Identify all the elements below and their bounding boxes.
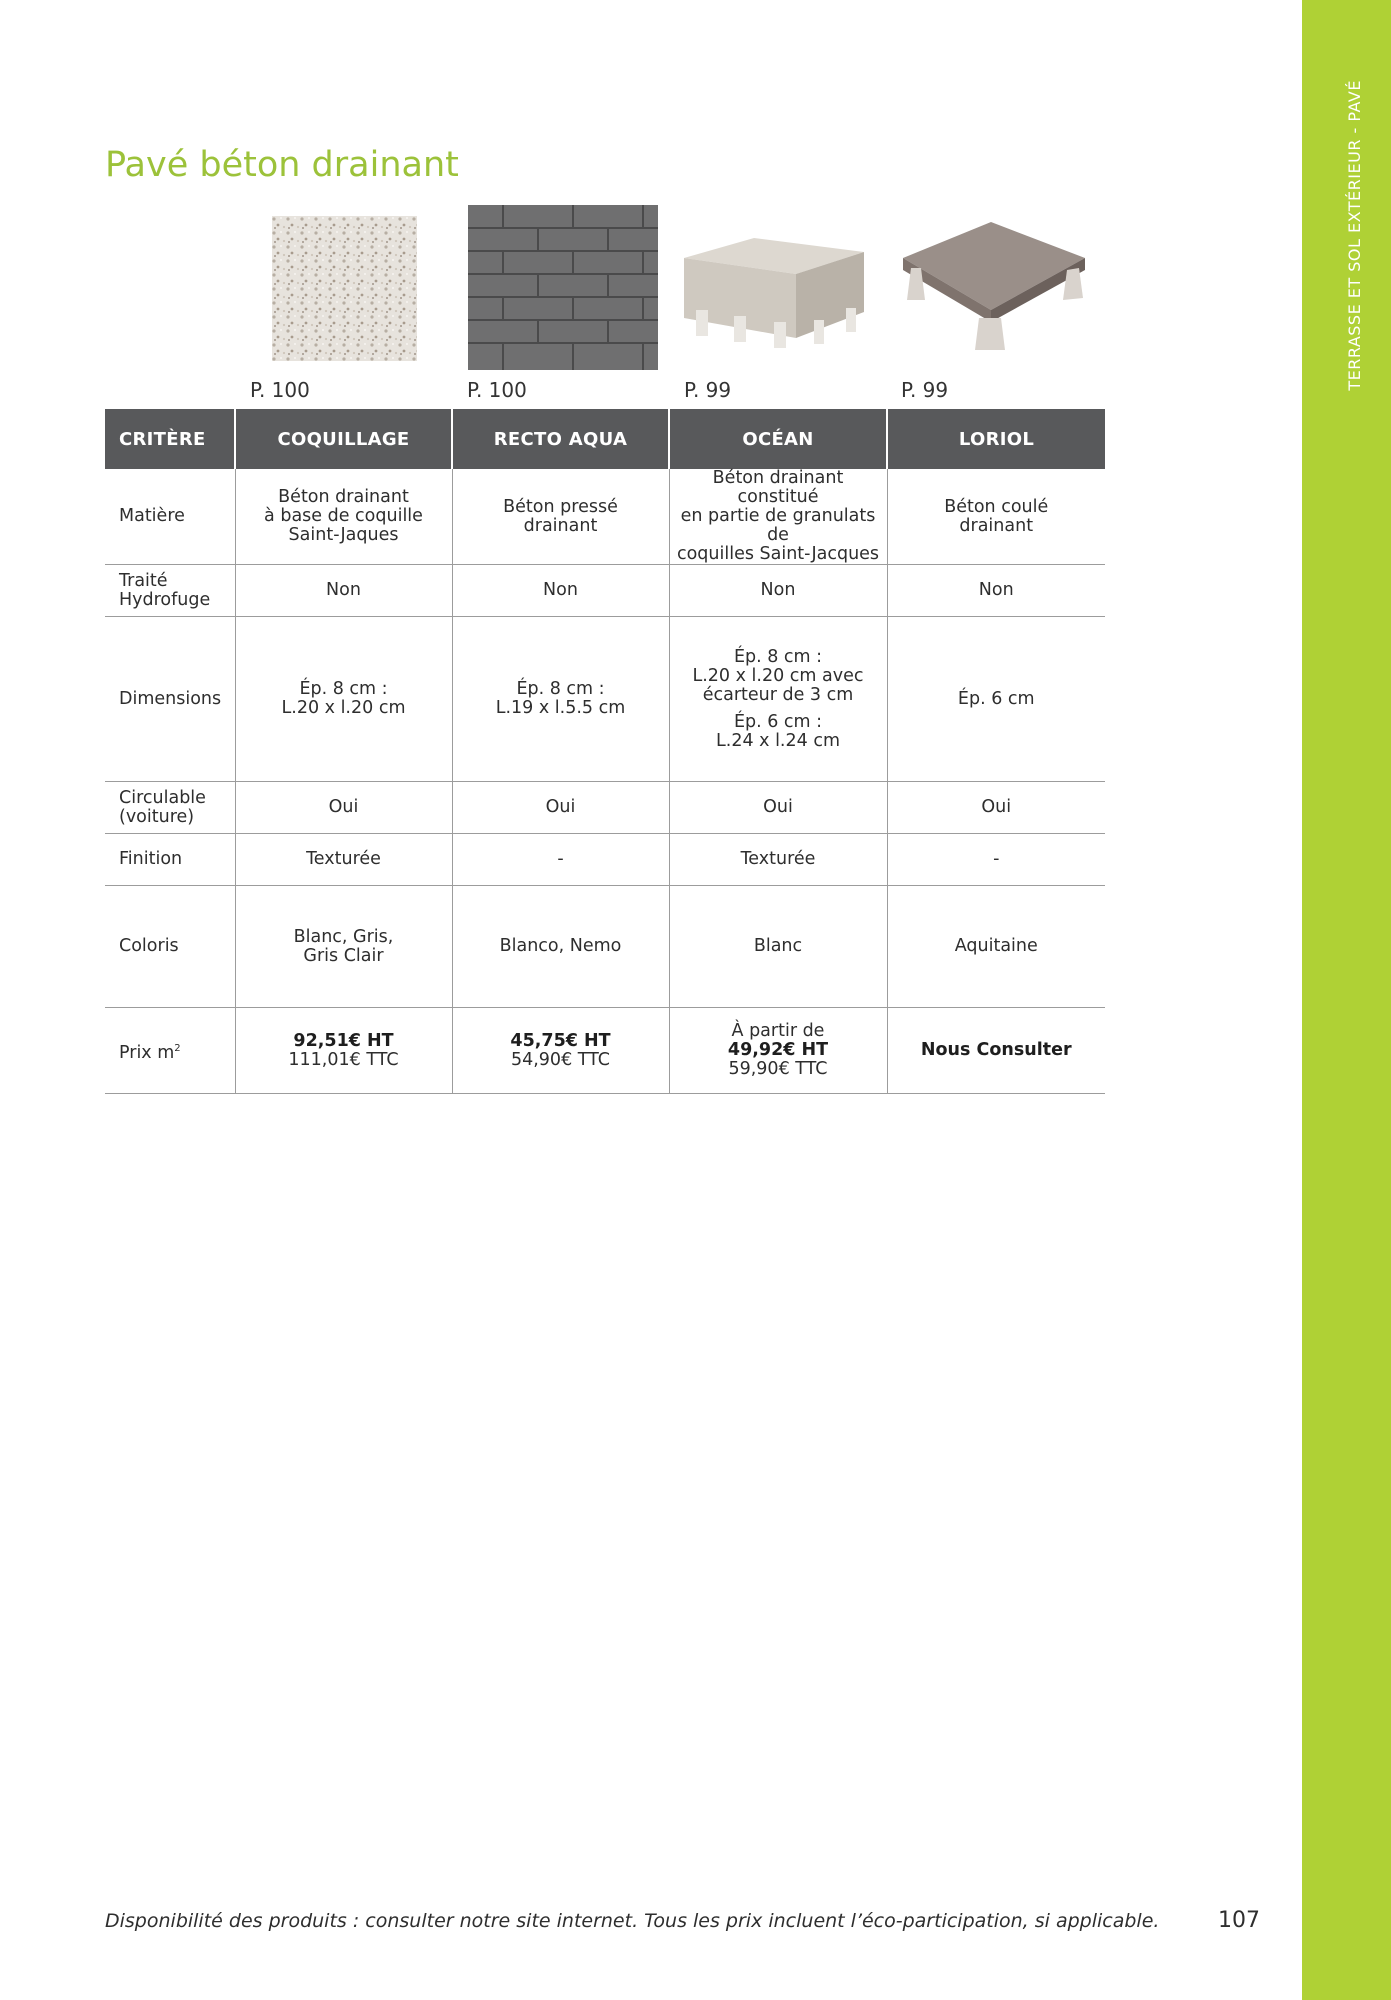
row-hydrofuge (105, 565, 1105, 617)
price-cell: 92,51€ HT 111,01€ TTC (235, 1008, 452, 1094)
price-cell: 45,75€ HT 54,90€ TTC (452, 1008, 669, 1094)
price-cell: À partir de 49,92€ HT 59,90€ TTC (669, 1008, 887, 1094)
product-recto-aqua[interactable] (452, 200, 669, 410)
cell: Texturée (669, 834, 887, 886)
cell: - (887, 834, 1105, 886)
recto-aqua-paver-image (468, 205, 658, 370)
price-cell: Nous Consulter (887, 1008, 1105, 1094)
cell: Aquitaine (887, 886, 1105, 1008)
header-recto-aqua: RECTO AQUA (452, 409, 669, 469)
cell: Béton coulé drainant (887, 469, 1105, 565)
row-label: Coloris (105, 886, 235, 1008)
cell: Béton drainant constitué en partie de granulats de coquilles Saint-Jacques (669, 469, 887, 565)
header-ocean: OCÉAN (669, 409, 887, 469)
cell: Blanc (669, 886, 887, 1008)
header-loriol: LORIOL (887, 409, 1105, 469)
cell: Oui (669, 782, 887, 834)
product-page-ref: P. 100 (250, 378, 310, 402)
row-label: Finition (105, 834, 235, 886)
cell: Non (669, 565, 887, 617)
loriol-paver-image (891, 218, 1091, 363)
cell: Ép. 6 cm (887, 617, 1105, 782)
section-label: TERRASSE ET SOL EXTÉRIEUR - PAVÉ (1345, 80, 1364, 391)
footer-note: Disponibilité des produits : consulter notre site internet. Tous les prix incluent l’éco-participation, si applicable. (105, 1910, 1160, 1932)
cell: Ép. 8 cm : L.19 x l.5.5 cm (452, 617, 669, 782)
ocean-paver-image (674, 230, 874, 360)
row-circulable (105, 782, 1105, 834)
row-finition (105, 834, 1105, 886)
row-matiere (105, 469, 1105, 565)
product-page-ref: P. 99 (901, 378, 949, 402)
table-header-row (105, 409, 1105, 469)
row-label: Prix $m^2$ (105, 1008, 235, 1094)
product-coquillage[interactable] (235, 200, 452, 410)
row-label: Matière (105, 469, 235, 565)
cell: Oui (452, 782, 669, 834)
cell: Blanco, Nemo (452, 886, 669, 1008)
cell: - (452, 834, 669, 886)
cell: Oui (235, 782, 452, 834)
cell: Texturée (235, 834, 452, 886)
page-title: Pavé béton drainant (105, 145, 459, 185)
product-images-row (235, 200, 1105, 410)
cell: Non (235, 565, 452, 617)
row-label: Circulable (voiture) (105, 782, 235, 834)
cell: Béton drainant à base de coquille Saint-Jaques (235, 469, 452, 565)
header-critere: CRITÈRE (105, 409, 235, 469)
cell: Oui (887, 782, 1105, 834)
row-label: Dimensions (105, 617, 235, 782)
product-page-ref: P. 100 (467, 378, 527, 402)
page-number: 107 (1218, 1908, 1260, 1933)
cell: Béton pressé drainant (452, 469, 669, 565)
cell: Non (887, 565, 1105, 617)
cell: Ép. 8 cm : L.20 x l.20 cm avec écarteur de 3 cm Ép. 6 cm : L.24 x l.24 cm (669, 617, 887, 782)
cell: Non (452, 565, 669, 617)
cell: Ép. 8 cm : L.20 x l.20 cm (235, 617, 452, 782)
coquillage-paver-image (272, 216, 417, 361)
row-coloris (105, 886, 1105, 1008)
row-dimensions (105, 617, 1105, 782)
row-prix (105, 1008, 1105, 1094)
product-page-ref: P. 99 (684, 378, 732, 402)
product-loriol[interactable] (886, 200, 1103, 410)
comparison-table (105, 409, 1105, 1094)
header-coquillage: COQUILLAGE (235, 409, 452, 469)
cell: Blanc, Gris, Gris Clair (235, 886, 452, 1008)
row-label: Traité Hydrofuge (105, 565, 235, 617)
product-ocean[interactable] (669, 200, 886, 410)
